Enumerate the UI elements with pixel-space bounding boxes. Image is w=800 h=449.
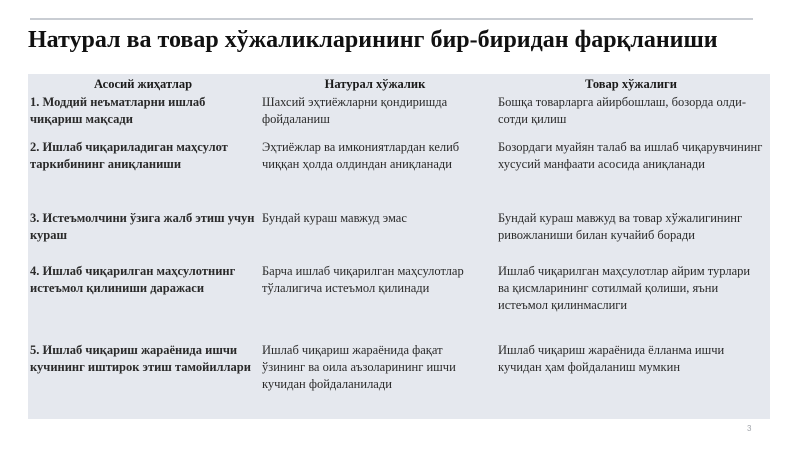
comparison-table: [28, 74, 770, 419]
column-header-commodity-economy: Товар хўжалиги: [585, 77, 677, 91]
page-number: 3: [747, 424, 752, 433]
row-2-natural: Эҳтиёжлар ва имкониятлардан келиб чиққан ҳолда олдиндан аниқланади: [262, 140, 460, 171]
page-title: Натурал ва товар хўжаликларининг бир-биридан фарқланиши: [28, 27, 718, 53]
row-4-aspect: 4. Ишлаб чиқарилган маҳсулотнинг истеъмол қилиниши даражаси: [30, 264, 236, 295]
row-3-commodity: Бундай кураш мавжуд ва товар хўжалигининг ривожланиши билан кучайиб боради: [498, 211, 743, 242]
row-3-aspect: 3. Истеъмолчини ўзига жалб этиш учун кураш: [30, 211, 255, 242]
column-header-natural-economy: Натурал хўжалик: [324, 77, 426, 91]
row-1-commodity: Бошқа товарларга айирбошлаш, бозорда олди-сотди қилиш: [498, 95, 747, 126]
row-3-natural: Бундай кураш мавжуд эмас: [262, 211, 407, 225]
row-1-aspect: 1. Моддий неъматларни ишлаб чиқариш мақсади: [30, 95, 206, 126]
row-1-natural: Шахсий эҳтиёжларни қондиришда фойдаланиш: [262, 95, 448, 126]
row-2-commodity: Бозордаги муайян талаб ва ишлаб чиқарувчининг хусусий манфаати асосида аниқланади: [498, 140, 763, 171]
row-4-natural: Барча ишлаб чиқарилган маҳсулотлар тўлалигича истеъмол қилинади: [262, 264, 464, 295]
row-4-commodity: Ишлаб чиқарилган маҳсулотлар айрим турлари ва қисмларининг сотилмай қолиши, яъни истеъмол қилинмаслиги: [498, 264, 751, 312]
top-divider-line: [30, 18, 753, 20]
row-2-aspect: 2. Ишлаб чиқариладиган маҳсулот таркибининг аниқланиши: [30, 140, 228, 171]
row-5-natural: Ишлаб чиқариш жараёнида фақат ўзининг ва оила аъзоларининг ишчи кучидан фойдаланилади: [262, 343, 456, 391]
row-5-commodity: Ишлаб чиқариш жараёнида ёлланма ишчи кучидан ҳам фойдаланиш мумкин: [498, 343, 725, 374]
row-5-aspect: 5. Ишлаб чиқариш жараёнида ишчи кучининг иштирок этиш тамойиллари: [30, 343, 251, 374]
column-header-aspects: Асосий жиҳатлар: [93, 77, 193, 91]
